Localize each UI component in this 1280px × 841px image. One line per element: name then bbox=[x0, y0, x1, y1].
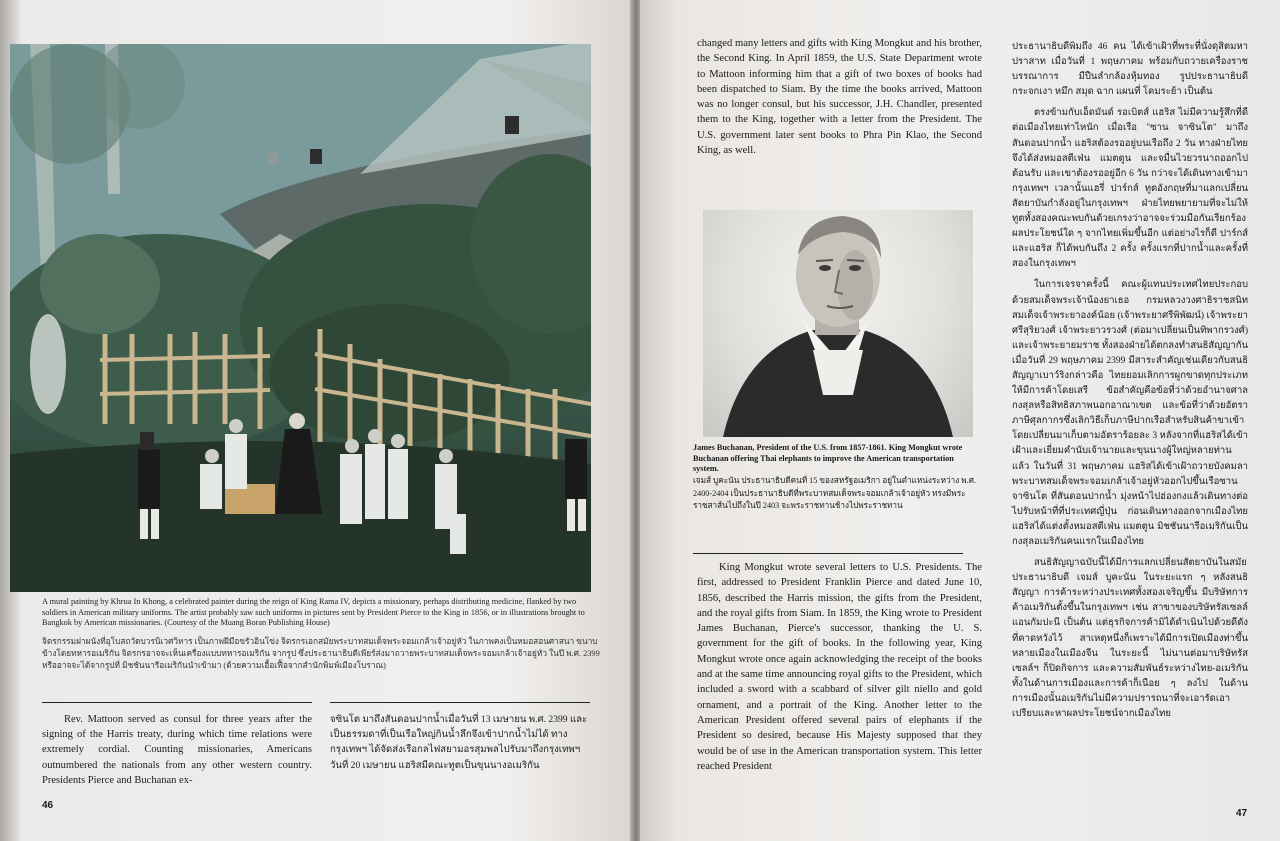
page-number-right: 47 bbox=[1236, 808, 1248, 819]
portrait-caption-thai: เจมส์ บูคะนัน ประธานาธิบดีคนที่ 15 ของสหรัฐอเมริกา อยู่ในตำแหน่งระหว่าง พ.ศ. 2400-2404 เป็นประธานาธิบดีที่พระบาทสมเด็จพระจอมเกล้าเจ้าอยู่หัว ทรงมีพระราชสาส์นไปถึงในปี 2403 จะพระราชทานช้างไปพระราชทาน bbox=[693, 476, 976, 510]
right-thai-column bbox=[1012, 40, 1248, 728]
portrait-illustration bbox=[703, 210, 973, 437]
column-rule-right bbox=[330, 702, 590, 703]
portrait-caption-english: James Buchanan, President of the U.S. from 1857-1861. King Mongkut wrote Buchanan offering Thai elephants to improve the American transportation system. bbox=[693, 443, 963, 473]
page-number-left: 46 bbox=[42, 800, 54, 811]
right-column-top-text: changed many letters and gifts with King Mongkut and his brother, the Second King. In April 1859, the U.S. State Department wrote to Mattoon informing him that a gift of two boxes of books had been dispatched to Siam. By the time the books arrived, Mattoon was no longer consul, but his successor, J.H. Chandler, presented them to the King, together with a letter from the President. The U.S. government later sent books to Phra Pin Klao, the Second King, as well. bbox=[697, 38, 982, 157]
mural-caption-thai: จิตรกรรมฝาผนังที่อุโบสถวัดบวรนิเวศวิหาร เป็นภาพฝีมือขรัวอินโข่ง จิตรกรเอกสมัยพระบาทสมเด็จพระจอมเกล้าเจ้าอยู่หัว ในภาพคงเป็นหมอสอนศาสนา ขนาบข้างโดยทหารอเมริกัน จิตรกรอาจจะเห็นเครื่องแบบทหารอเมริกัน จากรูป ซึ่งประธานาธิบดีเพียร์ส่งมาถวายพระบาทสมเด็จพระจอมเกล้าเจ้าอยู่หัว ในปี พ.ศ. 2399 หรืออาจจะได้จากรูปที่ มิชชันนารีอเมริกันนำเข้ามา (ด้วยความเอื้อเฟื้อจากสำนักพิมพ์เมืองโบราณ) bbox=[42, 637, 600, 670]
right-column-bottom-text: King Mongkut wrote several letters to U.S. Presidents. The first, addressed to President Franklin Pierce and dated June 10, 1856, described the Harris mission, the gifts from the President, and the royal gifts from Siam. In 1859, the King wrote to President James Buchanan, Pierce's successor, thanking the U. S. government for the gift of books. In the following year, King Mongkut wrote once again acknowledging the receipt of the books and at the same time announcing royal gifts to the President, which included a sword with a scabbard of silver gilt niello and gold ornament, and a portrait of the King. Another letter to the American President offered several pairs of elephants if the President so desired, because His Majesty supposed that they would be of use in the American transportation system. This letter reached President bbox=[697, 562, 982, 772]
thai-paragraph: ประธานาธิบดีพิมถึง 46 คน ได้เข้าเฝ้าที่พระที่นั่งดุสิตมหาปราสาท เมื่อวันที่ 1 พฤษภาคม พร้อมกับถวายเครื่องราชบรรณาการ มีปืนลำกล้องหุ้มทอง รูปประธานาธิบดี กระจกเงา หมึก สมุด ฉาก แผนที่ โคมระย้า เป็นต้น bbox=[1012, 42, 1248, 98]
thai-paragraph: สนธิสัญญาฉบับนี้ได้มีการแลกเปลี่ยนสัตยาบันในสมัยประธานาธิบดี เจมส์ บูคะนัน ในระยะแรก ๆ หลังสนธิสัญญา การค้าระหว่างประเทศทั้งสองเจริญขึ้น มีบริษัทการค้าอเมริกันตั้งขึ้นในกรุงเทพฯ เช่น สาขาของบริษัทรัสเซลล์แอนกัมปะนี เป็นต้น แต่ธุรกิจการค้ามิได้ดำเนินไปด้วยดีดังที่คาดหวังไว้ สาเหตุหนึ่งก็เพราะได้มีการเปิดเมืองท่าขึ้นหลายเมืองในเมืองจีน ในระยะนี้ ไม่นานต่อมาบริษัทรัสเซลล์ฯ ก็ปิดกิจการ และความสัมพันธ์ระหว่างไทย-อเมริกันทั้งในด้านการเมืองและการค้าก็เนือย ๆ ลงไป ในด้านการเมืองนั้นอเมริกันไม่มีความปรารถนาที่จะเอารัดเอาเปรียบและหาผลประโยชน์จากเมืองไทย bbox=[1012, 558, 1248, 720]
body-text-thai: จซินโต มาถึงสันดอนปากน้ำเมื่อวันที่ 13 เมษายน พ.ศ. 2399 และเป็นธรรมดาที่เป็นเรือใหญ่กินน้ำลึกจึงเข้าปากน้ำไม่ได้ ทางกรุงเทพฯ ได้จัดส่งเรือกลไฟสยามอรสุมพลไปรับมาถึงกรุงเทพฯ วันที่ 20 เมษายน แฮริสมีคณะทูตเป็นขุนนางอเมริกัน bbox=[330, 714, 588, 771]
portrait-caption-rule bbox=[693, 553, 963, 554]
body-text-english: Rev. Mattoon served as consul for three years after the signing of the Harris treaty, during which time relations were extremely cordial. Counting missionaries, Americans outnumbered the nationals from any other western country. Presidents Pierce and Buchanan ex- bbox=[42, 714, 312, 786]
thai-paragraph: ในการเจรจาครั้งนี้ คณะผู้แทนประเทศไทยประกอบด้วยสมเด็จพระเจ้าน้องยาเธอ กรมหลวงวงศาธิราชสนิท สมเด็จเจ้าพระยาองค์น้อย (เจ้าพระยาศรีพิพัฒน์) เจ้าพระยาศรีสุริยวงศ์ เจ้าพระยาวรวงศ์ (ต่อมาเปลี่ยนเป็นทิพากรวงศ์) และเจ้าพระยายมราช ทั้งสองฝ่ายได้ตกลงทำสนธิสัญญากันเมื่อวันที่ 29 พฤษภาคม 2399 มีสาระสำคัญเช่นเดียวกับสนธิสัญญาเบาว์ริงกล่าวคือ ไทยยอมเลิกการผูกขาดทุกประเภทให้มีการค้าโดยเสรี ข้อสำคัญคือข้อที่ว่าด้วยอำนาจศาลกงสุลหรือสิทธิสภาพนอกอาณาเขต และข้อที่ว่าด้วยอัตราภาษีศุลกากรซึ่งเลิกวิธีเก็บภาษีปากเรือสำหรับสินค้าขาเข้า โดยเปลี่ยนมาเก็บตามอัตราร้อยละ 3 หลังจากที่แฮริสได้เข้าเฝ้าและเยี่ยมคำนับเจ้านายและขุนนางผู้ใหญ่หลายท่านแล้ว ในวันที่ 31 พฤษภาคม แฮริสได้เข้าเฝ้าถวายบังคมลาพระบาทสมเด็จพระจอมเกล้าเจ้าอยู่หัวออกไปขึ้นเรือซาน จาซินโต ที่สันดอนปากน้ำ มุ่งหน้าไปฮ่องกงแล้วเดินทางต่อไปรับหน้าที่ที่ประเทศญี่ปุ่น ก่อนเดินทางออกจากเมืองไทย แฮริสได้แต่งตั้งหมอสตีเฟ่น แมตตูน มิชชันนารีอเมริกันเป็นกงสุลอเมริกันคนแรกในเมืองไทย bbox=[1012, 280, 1248, 547]
column-rule-left bbox=[42, 702, 312, 703]
mural-painting-image bbox=[10, 44, 591, 592]
left-page bbox=[0, 0, 632, 841]
buchanan-portrait-image bbox=[703, 210, 973, 437]
thai-paragraph: ตรงข้ามกับเอ็ดมันด์ รอเบิตส์ แฮริส ไม่มีความรู้สึกที่ดีต่อเมืองไทยเท่าไหนัก เมื่อเรือ "ซาน จาซินโต" มาถึงสันดอนปากน้ำ แฮริสต้องรออยู่บนเรือถึง 2 วัน ทางฝ่ายไทยจึงได้ส่งหมอสตีเฟ่น แมตตูน และจมื่นไวยวรนาถออกไปต้อนรับ และเขาต้องรออยู่อีก 6 วัน กว่าจะได้เดินทางเข้ามากรุงเทพฯ เวลานั้นแฮรี่ ปาร์กส์ ทูตอังกฤษที่มาแลกเปลี่ยนสัตยาบันกำลังอยู่ในกรุงเทพฯ ฝ่ายไทยพยายามที่จะไม่ให้ทูตทั้งสองคณะพบกันด้วยเกรงว่าอาจจะร่วมมือกันเรียกร้องผลประโยชน์ใด ๆ จากไทยเพิ่มขึ้นอีก แต่อย่างไรก็ดี ปาร์กส์ และแฮริส ก็ได้พบกันถึง 2 ครั้ง ครั้งแรกที่ปากน้ำและครั้งที่สองในกรุงเทพฯ bbox=[1012, 108, 1248, 270]
mural-painting-illustration bbox=[10, 44, 591, 592]
mural-caption-english: A mural painting by Khrua In Khong, a celebrated painter during the reign of King Rama IV, depicts a missionary, perhaps distributing medicine, flanked by two soldiers in American military uniforms. The artist probably saw such uniforms in pictures sent by President Pierce to the King in 1856, or in illustrations brought to Bangkok by American missionaries. (Courtesy of the Muang Boran Publishing House) bbox=[42, 597, 585, 628]
